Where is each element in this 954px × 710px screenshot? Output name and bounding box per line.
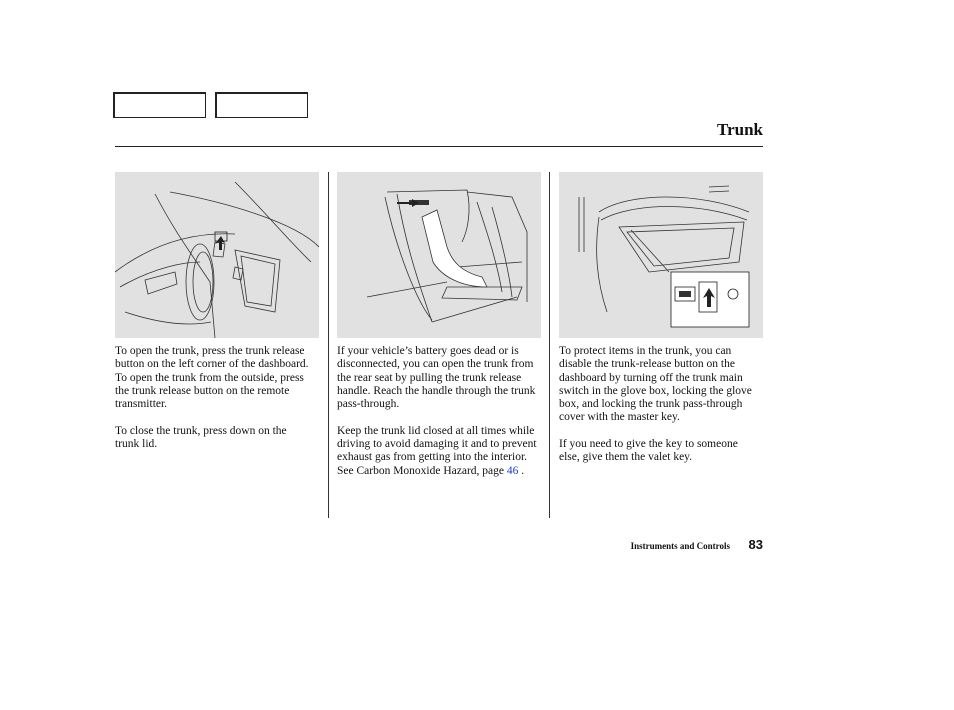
paragraph-with-link: [337, 425, 543, 478]
paragraph-text: Keep the trunk lid closed at all times while driving to avoid damaging it and to prevent exhaust gas from getting into the interior. See Carbon Monoxide Hazard, page: [337, 424, 537, 477]
column-divider: [328, 172, 329, 518]
figure-rear-seat-release-handle: [337, 172, 541, 338]
glove-box-illustration: [559, 172, 763, 338]
dashboard-illustration: [115, 172, 319, 338]
page-link-46[interactable]: 46: [506, 464, 519, 477]
paragraph: To open the trunk, press the trunk release button on the left corner of the dashboard. To open the trunk from the outside, press the trunk release button on the remote transmitter.: [115, 345, 309, 411]
column-1-text: [115, 345, 311, 465]
figure-glove-box-main-switch: [559, 172, 763, 338]
paragraph: To close the trunk, press down on the trunk lid.: [115, 424, 287, 451]
paragraph: If your vehicle’s battery goes dead or is disconnected, you can open the trunk from the rear seat by pulling the trunk release handle. Reach the handle through the trunk pass-through.: [337, 345, 536, 411]
paragraph-text-suffix: .: [518, 464, 525, 477]
header-rule: [115, 146, 763, 147]
page-title: Trunk: [717, 120, 763, 139]
column-3-text: [559, 345, 759, 478]
nav-button-next[interactable]: [215, 92, 308, 118]
column-divider: [549, 172, 550, 518]
rear-seat-illustration: [337, 172, 541, 338]
figure-trunk-release-button: [115, 172, 319, 338]
nav-button-previous[interactable]: [113, 92, 206, 118]
column-2-text: [337, 345, 543, 491]
footer-section-name: Instruments and Controls: [630, 541, 730, 551]
page-number: 83: [748, 537, 763, 552]
paragraph: If you need to give the key to someone else, give them the valet key.: [559, 438, 738, 464]
paragraph: To protect items in the trunk, you can disable the trunk-release button on the dashboard by turning off the trunk main switch in the glove box, locking the glove box, and locking the trunk pass-through cover with the master key.: [559, 345, 752, 424]
